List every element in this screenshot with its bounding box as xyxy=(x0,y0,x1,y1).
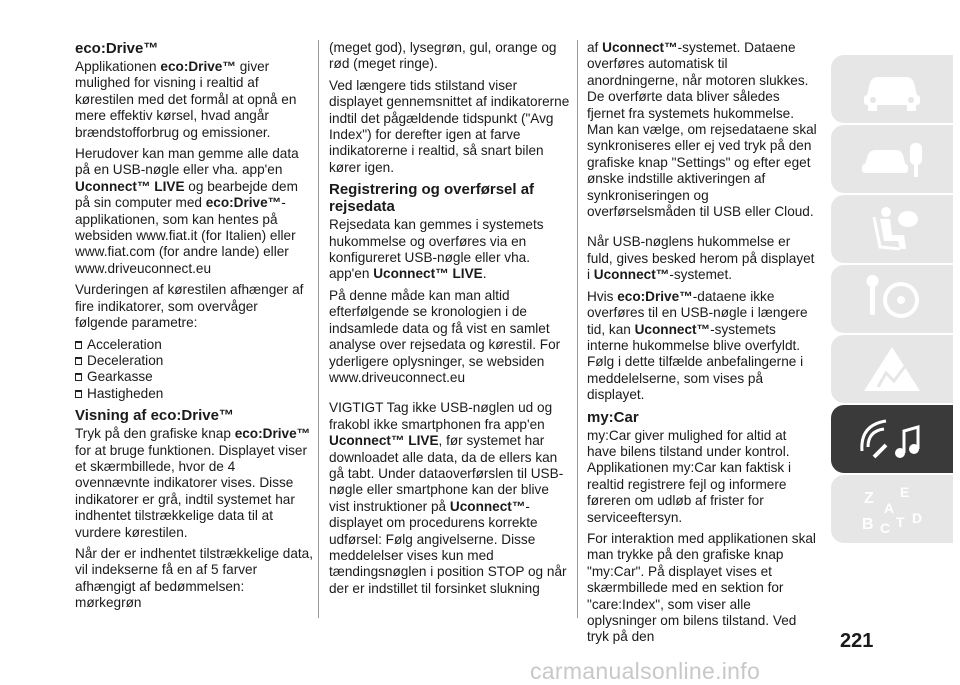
column-3 xyxy=(587,40,819,651)
car-key-icon xyxy=(856,133,928,185)
text-run: -systemets interne hukommelse blive overfyldt. Følg i dette tilfælde anbefalingerne i meddelelserne, som vises på displayet. xyxy=(587,321,804,403)
bullet-box-icon xyxy=(75,390,82,398)
paragraph: (meget god), lysegrøn, gul, orange og rød (meget ringe). xyxy=(329,40,557,72)
text-run: -dataene ikke overføres til en USB-nøgle i længere tid, kan xyxy=(587,288,808,337)
warning-road-icon xyxy=(856,343,928,395)
text-run: -applikationen, som kan hentes på websiden www.fiat.it (for Italien) eller www.fiat.com (for andre lande) eller www.driveuconnect.eu xyxy=(75,195,296,276)
bold-term: Uconnect™ LIVE xyxy=(373,266,483,282)
paragraph: Ved længere tids stilstand viser displayet gennemsnittet af indikatorerne indtil det pågældende tidspunkt ("Avg Index") for derefter igen at farve indikatorerne i realtid, så snart bilen kører igen. xyxy=(329,77,570,175)
text-run: for at bruge funktionen. Displayet viser et skærmbillede, hvor de 4 ovennævnte indikatorer vises. Disse indikatorer er grå, indtil systemet har indhentet tilstrækkelige data til at vurdere kørestilen. xyxy=(75,442,307,540)
text-run: -systemet. xyxy=(669,267,733,283)
heading-visning: Visning af eco:Drive™ xyxy=(75,407,234,425)
chapter-tabs xyxy=(831,55,953,545)
watermark: carmanualsonline.info xyxy=(530,658,761,684)
text-run: -systemet. Dataene overføres automatisk til anordningerne, når motoren slukkes. De overførte data bliver således fjernet fra systemets hukommelse. Man kan vælge, om rejsedataene skal synkroniseres eller ej ved tryk på den grafiske knap "Settings" og efter eget ønske indstille aktiveringen af synkroniseringen og overførselsmåden til USB eller Cloud. xyxy=(587,40,817,220)
indicator-list xyxy=(75,337,313,403)
tab-warning-road[interactable] xyxy=(831,335,953,403)
tab-multimedia[interactable] xyxy=(831,405,953,473)
paragraph xyxy=(75,426,313,541)
heading-eco-drive: eco:Drive™ xyxy=(75,40,159,57)
tab-index[interactable] xyxy=(831,475,953,543)
index-letter: E xyxy=(900,484,910,500)
bold-term: Uconnect™ xyxy=(449,498,526,514)
text-run: Applikationen xyxy=(75,59,161,74)
text-run: Hvis xyxy=(587,288,618,304)
bold-term: Uconnect™ xyxy=(593,267,670,283)
page-number: 221 xyxy=(840,630,874,652)
bold-term: eco:Drive™ xyxy=(234,426,311,442)
paragraph xyxy=(329,217,571,283)
paragraph: Vurderingen af kørestilen afhænger af fire indikatorer, som overvåger følgende parametre: xyxy=(75,282,304,331)
multimedia-icon xyxy=(856,413,928,465)
index-letter: B xyxy=(862,516,874,533)
list-item: Gearkasse xyxy=(75,369,313,385)
index-letter: A xyxy=(884,500,895,516)
paragraph: Når der er indhentet tilstrækkelige data, vil indekserne få en af 5 farver afhængigt af bedømmelsen: mørkegrøn xyxy=(75,545,314,611)
paragraph xyxy=(75,146,313,277)
bold-term: Uconnect™ xyxy=(634,321,711,337)
tab-car-key[interactable] xyxy=(831,125,953,193)
text-run: Når USB-nøglens hukommelse er fuld, gives besked herom på displayet i xyxy=(587,234,815,283)
tab-airbag-seat[interactable] xyxy=(831,195,953,263)
paragraph: For interaktion med applikationen skal man trykke på den grafiske knap "my:Car". På displayet vises et skærmbillede med en sektion for "care:Index", som viser alle oplysninger om bilens tilstand. Ved tryk på den xyxy=(587,530,816,645)
tab-wrench-steering[interactable] xyxy=(831,265,953,333)
bold-term: eco:Drive™ xyxy=(617,288,693,304)
car-front-icon xyxy=(856,63,928,115)
paragraph xyxy=(75,59,313,141)
list-item: Hastigheden xyxy=(75,386,313,402)
list-item: Deceleration xyxy=(75,353,313,369)
index-letter: T xyxy=(896,514,905,530)
text-run: Tryk på den grafiske knap xyxy=(75,426,235,442)
paragraph xyxy=(587,289,819,404)
paragraph xyxy=(587,40,819,220)
text-run: Rejsedata kan gemmes i systemets hukommelse og overføres via en konfigureret USB-nøgle eller vha. app'en xyxy=(329,217,544,282)
paragraph-important xyxy=(329,400,571,597)
index-letter: D xyxy=(912,510,923,526)
text-run: . xyxy=(482,266,487,282)
bullet-box-icon xyxy=(75,341,82,349)
index-letters-icon xyxy=(856,483,928,535)
tab-car-front[interactable] xyxy=(831,55,953,123)
bold-term: eco:Drive™ xyxy=(160,59,236,74)
text-run: , før systemet har downloadet alle data, da de ellers kan gå tabt. Under dataoverførslen til USB-nøgle eller smartphone kan der blive vist instruktioner på xyxy=(329,433,564,514)
text-run: af xyxy=(587,40,603,55)
bold-term: Uconnect™ LIVE xyxy=(329,433,439,449)
paragraph xyxy=(587,234,819,283)
bullet-box-icon xyxy=(75,373,82,381)
paragraph: På denne måde kan man altid efterfølgende se kronologien i de indsamlede data og få vist en samlet analyse over rejsedata og kørestil. For yderligere oplysninger, se websiden www.driveuconnect.eu xyxy=(329,287,561,385)
bold-term: Uconnect™ xyxy=(602,40,678,55)
bullet-box-icon xyxy=(75,357,82,365)
paragraph: my:Car giver mulighed for altid at have bilens tilstand under kontrol. Applikationen my:Car kan faktisk i realtid registrere fejl og informere føreren om udløb af frister for serviceeftersyn. xyxy=(587,427,791,525)
column-divider-right xyxy=(577,40,578,618)
heading-registrering: Registrering og overførsel af rejsedata xyxy=(329,181,535,216)
column-2 xyxy=(329,40,571,602)
column-divider-left xyxy=(318,40,319,618)
bold-term: Uconnect™ LIVE xyxy=(75,178,185,194)
airbag-seat-icon xyxy=(856,203,928,255)
index-letter: C xyxy=(880,520,891,535)
column-1 xyxy=(75,40,313,617)
text-run: Herudover kan man gemme alle data på en USB-nøgle eller vha. app'en xyxy=(75,146,299,178)
wrench-steering-icon xyxy=(856,273,928,325)
text-run: -displayet om procedurens korrekte udførsel: Følg angivelserne. Disse meddelelser vises kun med tændingsnøglen i position STOP og når der er indstillet til forsinket slukning xyxy=(329,498,567,596)
text-run: og bearbejde dem på sin computer med xyxy=(75,178,298,211)
index-letter: Z xyxy=(864,490,874,507)
text-run: VIGTIGT Tag ikke USB-nøglen ud og frakobl ikke smartphonen fra app'en xyxy=(329,400,553,432)
text-run: giver mulighed for visning i realtid af kørestilen med det formål at opnå en mere effektiv kørsel, hvad angår brændstofforbrug og emissioner. xyxy=(75,59,297,140)
heading-my-car: my:Car xyxy=(587,408,639,426)
bold-term: eco:Drive™ xyxy=(205,195,282,211)
list-item: Acceleration xyxy=(75,337,313,353)
